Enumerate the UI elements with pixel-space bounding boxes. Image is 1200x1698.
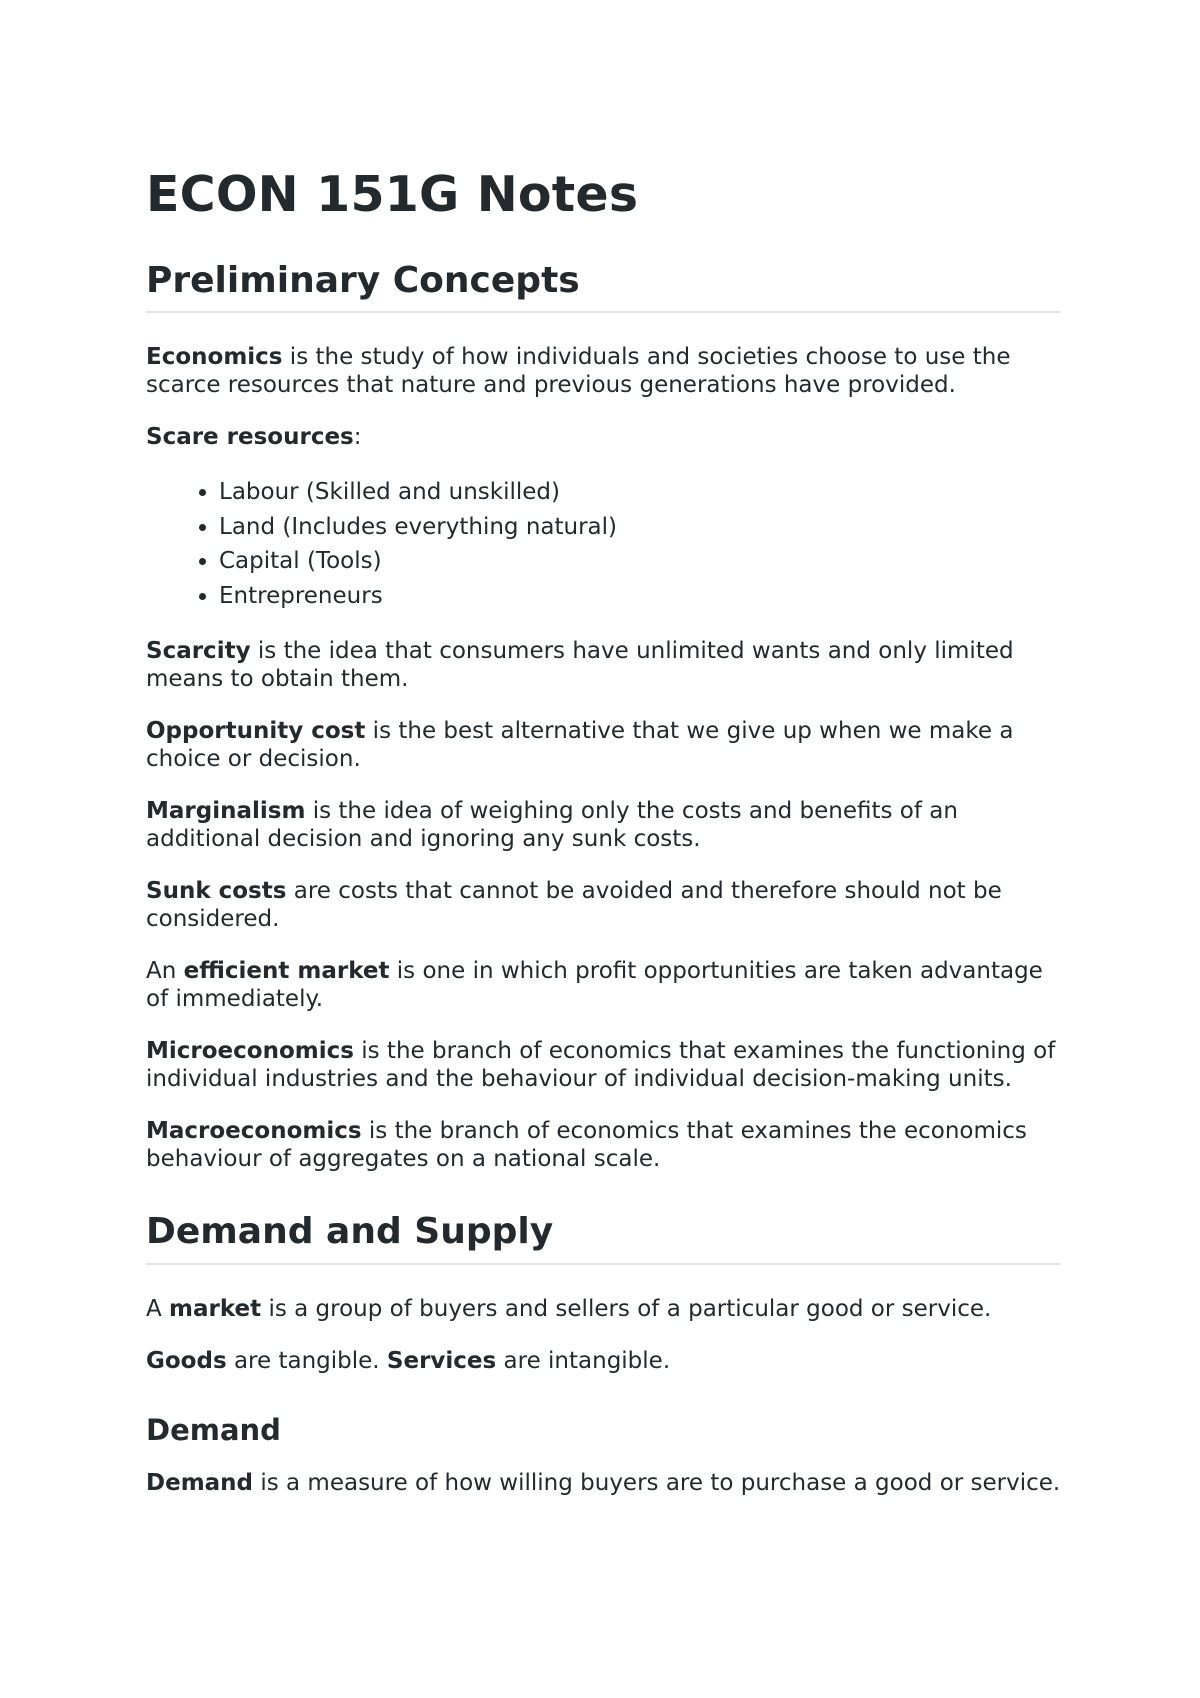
definition-text: is the study of how individuals and societies choose to use the scarce resources that nature and previous generations have provided.: [146, 344, 1011, 399]
definition-text: is the branch of economics that examines the functioning of individual industries and the behaviour of individual decision-making units.: [146, 1038, 1056, 1093]
term: efficient market: [183, 958, 390, 985]
definition-macroeconomics: [146, 1117, 1061, 1173]
definition-prefix: An: [146, 958, 184, 985]
definition-text: is the branch of economics that examines the economics behaviour of aggregates on a national scale.: [146, 1118, 1027, 1173]
term: Opportunity cost: [146, 718, 366, 745]
definition-text: is one in which profit opportunities are taken advantage of immediately.: [146, 958, 1043, 1013]
list-item: • Entrepreneurs: [219, 579, 1061, 614]
subsection-heading-demand: Demand: [146, 1412, 281, 1447]
definition-market: [146, 1295, 1061, 1323]
definition-text: are costs that cannot be avoided and therefore should not be considered.: [146, 878, 1002, 933]
definition-sunk-costs: [146, 877, 1061, 933]
term: Scare resources: [146, 424, 354, 451]
term: Demand: [146, 1470, 254, 1497]
definition-scarcity: [146, 637, 1061, 693]
definition-opportunity-cost: [146, 717, 1061, 773]
list-item: • Capital (Tools): [219, 544, 1061, 579]
list-item: • Labour (Skilled and unskilled): [219, 475, 1061, 510]
section-heading-preliminary-concepts: Preliminary Concepts: [146, 260, 1061, 313]
definition-text: is the idea that consumers have unlimited wants and only limited means to obtain them.: [146, 638, 1014, 693]
term: Services: [386, 1347, 497, 1374]
definition-scarce-resources: [146, 423, 1061, 451]
definition-text: is the best alternative that we give up when we make a choice or decision.: [146, 718, 1014, 773]
definition-goods-services: [146, 1347, 1061, 1375]
scarce-resources-list: [146, 475, 1061, 613]
term: Scarcity: [146, 638, 251, 665]
definition-demand: [146, 1469, 1061, 1497]
definition-prefix: A: [146, 1295, 170, 1322]
term: Sunk costs: [146, 878, 287, 905]
definition-text: are intangible.: [496, 1347, 671, 1374]
term: Microeconomics: [146, 1038, 354, 1065]
definition-text: :: [353, 424, 362, 451]
definition-microeconomics: [146, 1037, 1061, 1093]
term: Macroeconomics: [146, 1118, 362, 1145]
list-item: • Land (Includes everything natural): [219, 510, 1061, 545]
definition-efficient-market: [146, 957, 1061, 1013]
definition-text: is the idea of weighing only the costs and benefits of an additional decision and ignoring any sunk costs.: [146, 798, 958, 853]
term: Goods: [146, 1347, 227, 1374]
definition-marginalism: [146, 797, 1061, 853]
section-heading-demand-and-supply: Demand and Supply: [146, 1211, 1061, 1264]
definition-economics: [146, 343, 1061, 399]
definition-text: is a measure of how willing buyers are to purchase a good or service.: [253, 1470, 1061, 1497]
term: Economics: [146, 344, 283, 371]
term: Marginalism: [146, 798, 306, 825]
document-content: [146, 168, 1061, 1497]
definition-text: are tangible.: [226, 1347, 387, 1374]
term: market: [169, 1295, 262, 1322]
definition-text: is a group of buyers and sellers of a particular good or service.: [261, 1295, 992, 1322]
document-title: ECON 151G Notes: [146, 166, 639, 223]
